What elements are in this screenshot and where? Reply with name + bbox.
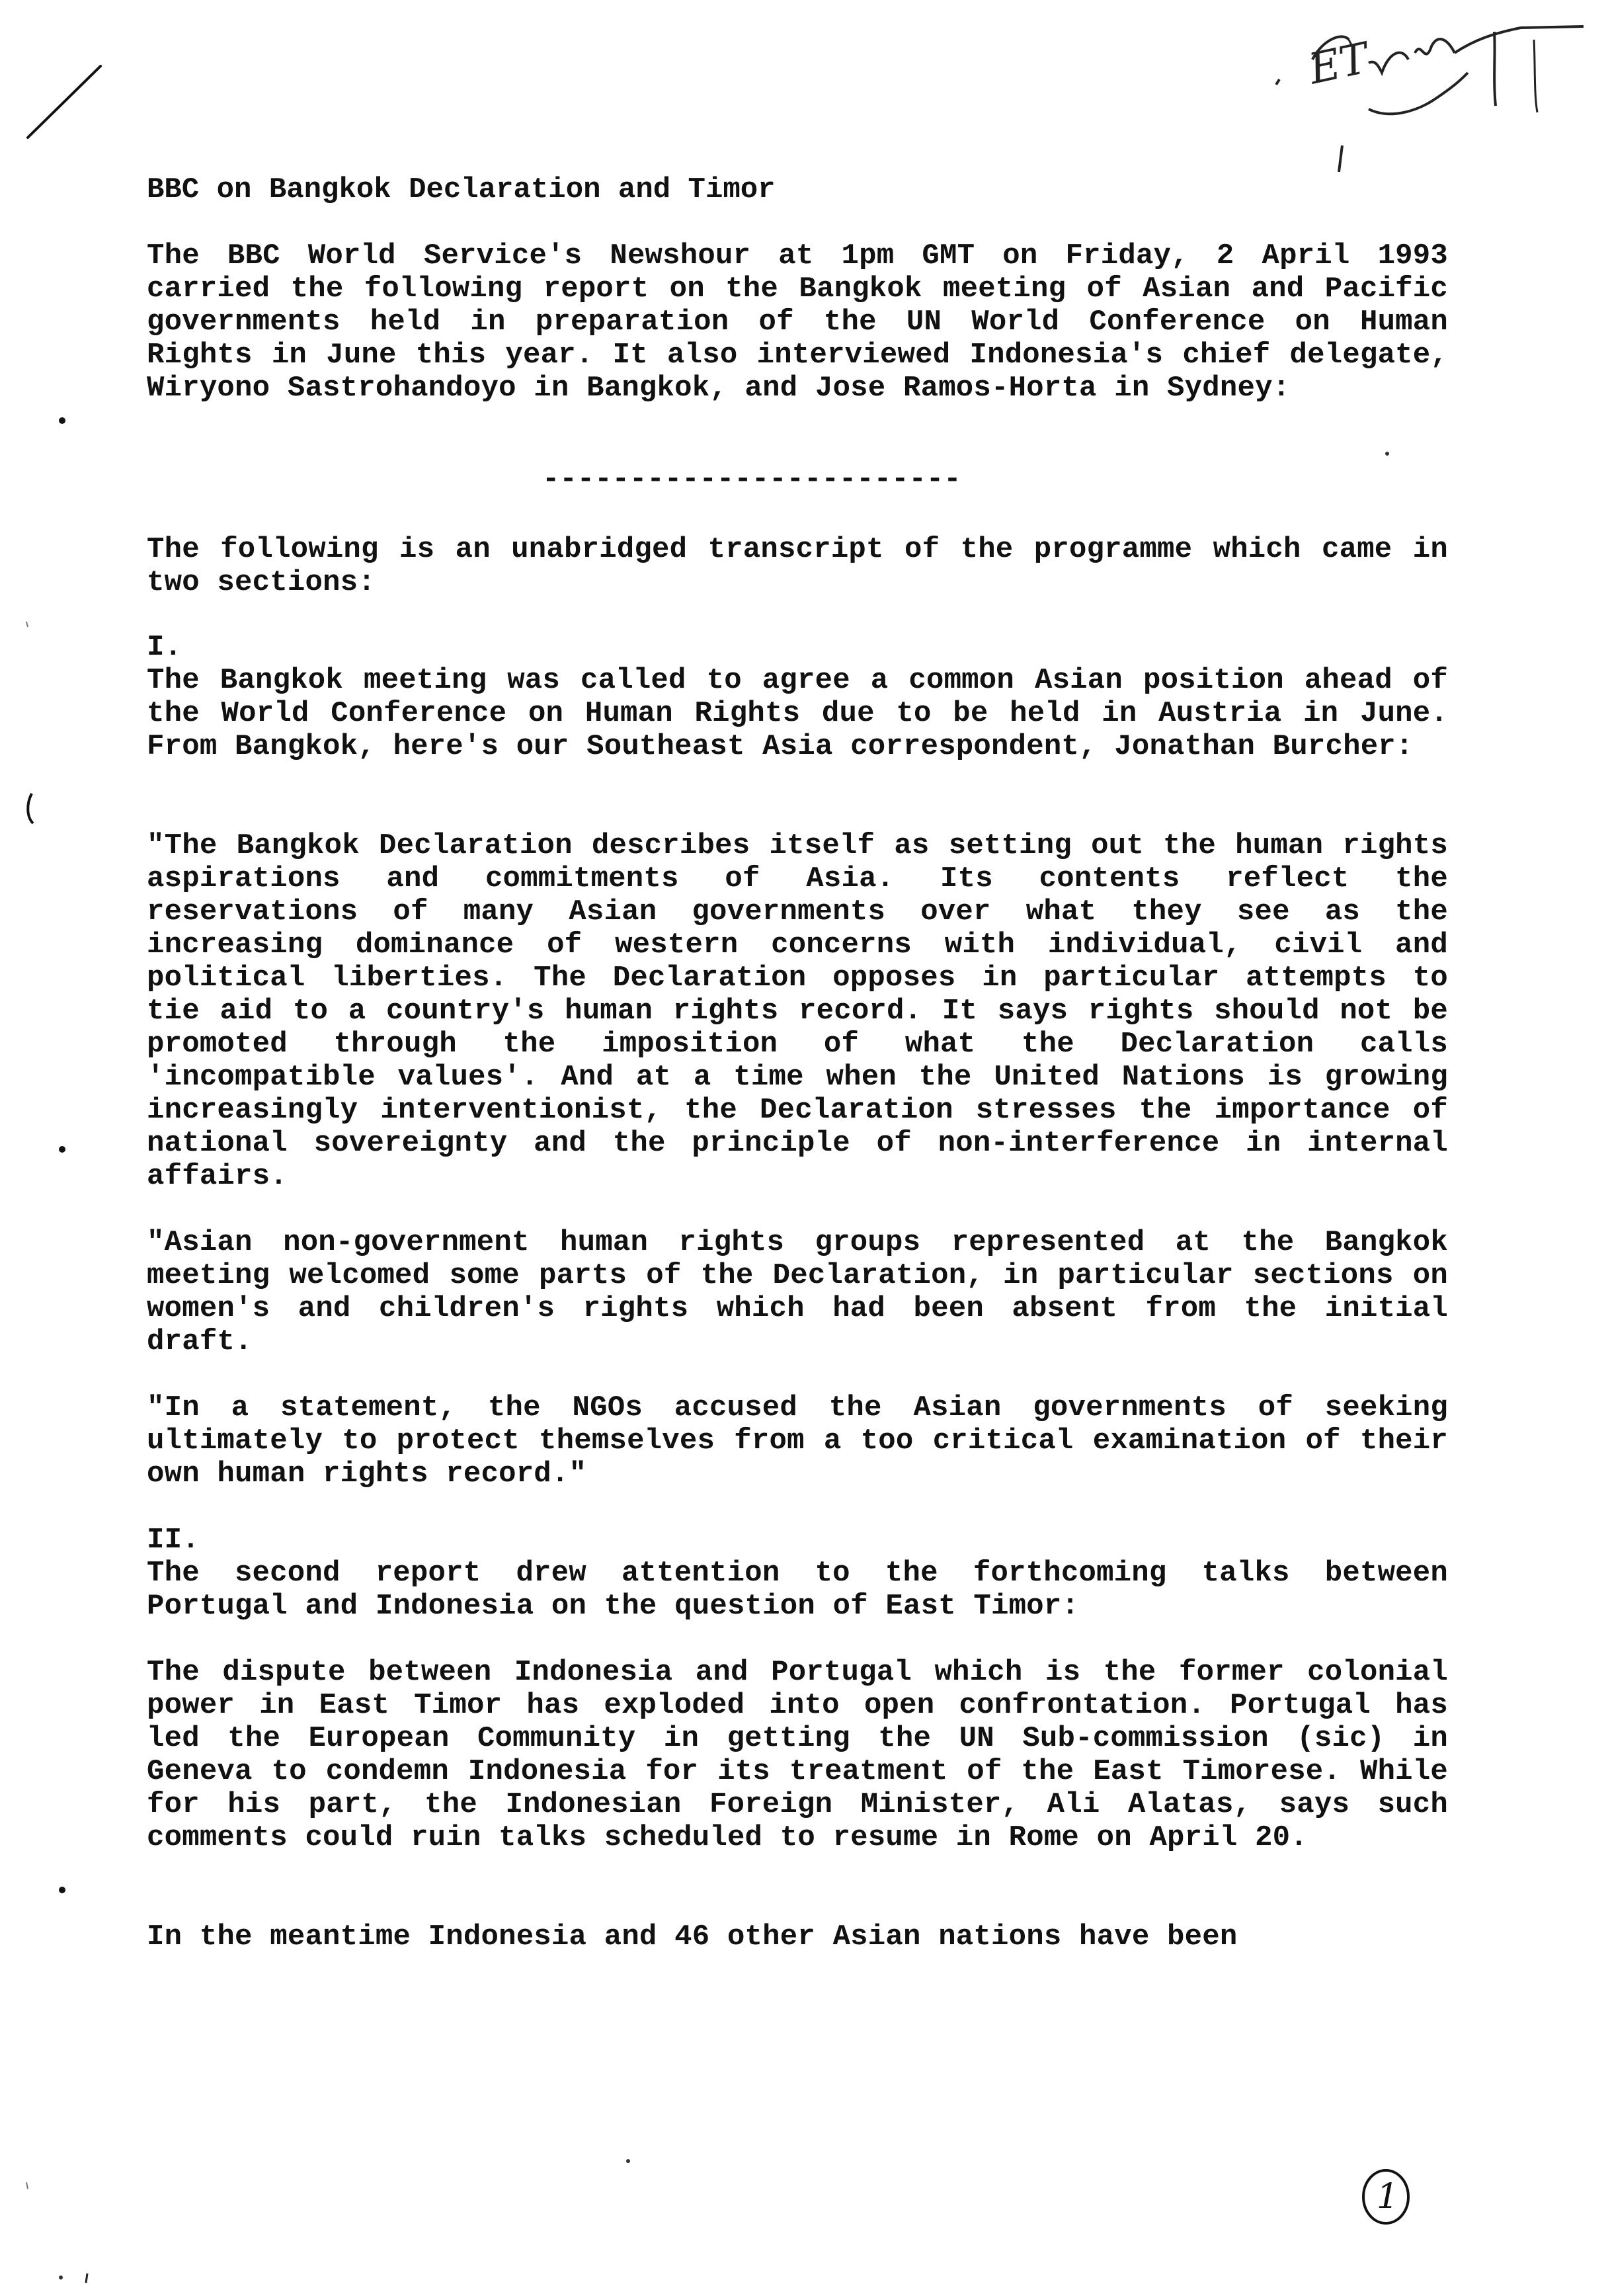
section-two-label: II. [147, 1524, 200, 1557]
section-one-paragraph-4-block [147, 1391, 1448, 1491]
section-one-paragraph: "Asian non-government human rights groups represented at the Bangkok meeting welcomed some parts of the Declaration, in particular sections on women's and children's rights which had been absent from the initial draft. [147, 1226, 1448, 1358]
section-two-paragraph-3-block [147, 1920, 1448, 1953]
section-two-paragraph: The second report drew attention to the forthcoming talks between Portugal and Indonesia on the question of East Timor: [147, 1557, 1448, 1623]
page-number: 1 [1377, 2177, 1399, 2217]
section-one-label: I. [147, 631, 182, 664]
section-one-paragraph-2-block [147, 829, 1448, 1193]
section-one-paragraph: The Bangkok meeting was called to agree a common Asian position ahead of the World Conference on Human Rights due to be held in Austria in June. From Bangkok, here's our Southeast Asia correspondent, Jonathan Burcher: [147, 664, 1448, 763]
section-two-paragraph: The dispute between Indonesia and Portugal which is the former colonial power in East Timor has exploded into open confrontation. Portugal has led the European Community in getting the UN Sub-commission (sic) in Geneva to condemn Indonesia for its treatment of the East Timorese. While for his part, the Indonesian Foreign Minister, Ali Alatas, says such comments could ruin talks scheduled to resume in Rome on April 20. [147, 1656, 1448, 1854]
transcript-note: The following is an unabridged transcript of the programme which came in two sections: [147, 533, 1448, 599]
document-title: BBC on Bangkok Declaration and Timor [147, 173, 776, 206]
section-two-paragraph-2-block [147, 1656, 1448, 1854]
handwritten-note: ET [1305, 34, 1373, 95]
section-one-label-block [147, 631, 1448, 664]
section-one-paragraph: "The Bangkok Declaration describes itself as setting out the human rights aspirations and commitments of Asia. Its contents reflect the reservations of many Asian governments over what they see as the increasing dominance of western concerns with individual, civil and political liberties. The Declaration opposes in particular attempts to tie aid to a country's human rights record. It says rights should not be promoted through the imposition of what the Declaration calls 'incompatible values'. And at a time when the United Nations is growing increasingly interventionist, the Declaration stresses the importance of national sovereignty and the principle of non-interference in internal affairs. [147, 829, 1448, 1193]
intro-block [147, 239, 1448, 405]
section-one-paragraph: "In a statement, the NGOs accused the Asian governments of seeking ultimately to protect themselves from a too critical examination of their own human rights record." [147, 1391, 1448, 1491]
intro-paragraph: The BBC World Service's Newshour at 1pm GMT on Friday, 2 April 1993 carried the following report on the Bangkok meeting of Asian and Pacific governments held in preparation of the UN World Conference on Human Rights in June this year. It also interviewed Indonesia's chief delegate, Wiryono Sastrohandoyo in Bangkok, and Jose Ramos-Horta in Sydney: [147, 239, 1448, 405]
section-two-paragraph: In the meantime Indonesia and 46 other Asian nations have been [147, 1920, 1238, 1953]
transcript-note-block [147, 533, 1448, 599]
section-two-label-block [147, 1524, 1448, 1557]
section-two-paragraph-1-block [147, 1557, 1448, 1623]
section-one-paragraph-1-block [147, 664, 1448, 763]
section-divider: ------------------------ [542, 463, 961, 496]
section-one-paragraph-3-block [147, 1226, 1448, 1358]
